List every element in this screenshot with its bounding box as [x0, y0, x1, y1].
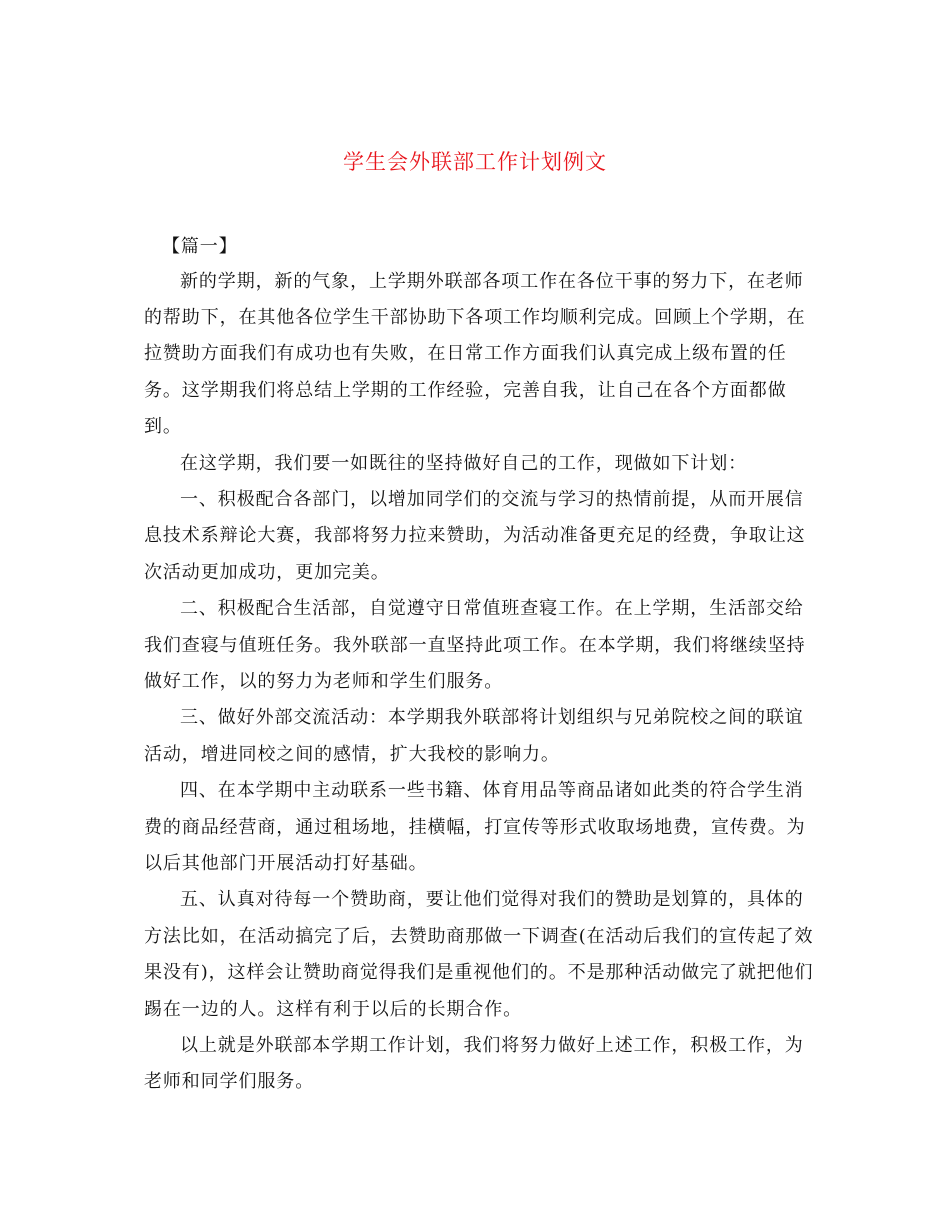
paragraph-line: 踢在一边的人。这样有利于以后的长期合作。	[144, 999, 522, 1020]
paragraph-line: 次活动更加成功，更加完美。	[144, 562, 390, 583]
paragraph-line: 到。	[144, 416, 182, 437]
paragraph-line: 拉赞助方面我们有成功也有失败，在日常工作方面我们认真完成上级布置的任	[144, 343, 787, 364]
paragraph-line: 我们查寝与值班任务。我外联部一直坚持此项工作。在本学期，我们将继续坚持	[144, 635, 806, 656]
paragraph-line: 五、认真对待每一个赞助商，要让他们觉得对我们的赞助是划算的，具体的	[180, 889, 804, 910]
paragraph-line: 务。这学期我们将总结上学期的工作经验，完善自我，让自己在各个方面都做	[144, 380, 787, 401]
paragraph-line: 以后其他部门开展活动打好基础。	[144, 853, 428, 874]
section-heading: 【篇一】	[162, 236, 238, 257]
paragraph-line: 费的商品经营商，通过租场地，挂横幅，打宣传等形式收取场地费，宣传费。为	[144, 817, 806, 838]
paragraph-line: 息技术系辩论大赛，我部将努力拉来赞助，为活动准备更充足的经费，争取让这	[144, 525, 806, 546]
paragraph-line: 新的学期，新的气象，上学期外联部各项工作在各位干事的努力下，在老师	[180, 271, 804, 292]
paragraph-line: 方法比如，在活动搞完了后，去赞助商那做一下调查(在活动后我们的宣传起了效	[144, 926, 814, 947]
paragraph-line: 活动，增进同校之间的感情，扩大我校的影响力。	[144, 744, 560, 765]
paragraph-line: 在这学期，我们要一如既往的坚持做好自己的工作，现做如下计划：	[180, 453, 747, 474]
paragraph-line: 一、积极配合各部门，以增加同学们的交流与学习的热情前提，从而开展信	[180, 489, 804, 510]
paragraph-line: 以上就是外联部本学期工作计划，我们将努力做好上述工作，积极工作，为	[180, 1035, 804, 1056]
paragraph-line: 二、积极配合生活部，自觉遵守日常值班查寝工作。在上学期，生活部交给	[180, 598, 804, 619]
document-title: 学生会外联部工作计划例文	[343, 150, 607, 174]
paragraph-line: 果没有)，这样会让赞助商觉得我们是重视他们的。不是那种活动做完了就把他们	[144, 962, 814, 983]
paragraph-line: 的帮助下，在其他各位学生干部协助下各项工作均顺利完成。回顾上个学期，在	[144, 307, 806, 328]
paragraph-line: 三、做好外部交流活动：本学期我外联部将计划组织与兄弟院校之间的联谊	[180, 707, 804, 728]
paragraph-line: 四、在本学期中主动联系一些书籍、体育用品等商品诸如此类的符合学生消	[180, 780, 804, 801]
paragraph-line: 老师和同学们服务。	[144, 1071, 315, 1092]
paragraph-line: 做好工作，以的努力为老师和学生们服务。	[144, 671, 504, 692]
